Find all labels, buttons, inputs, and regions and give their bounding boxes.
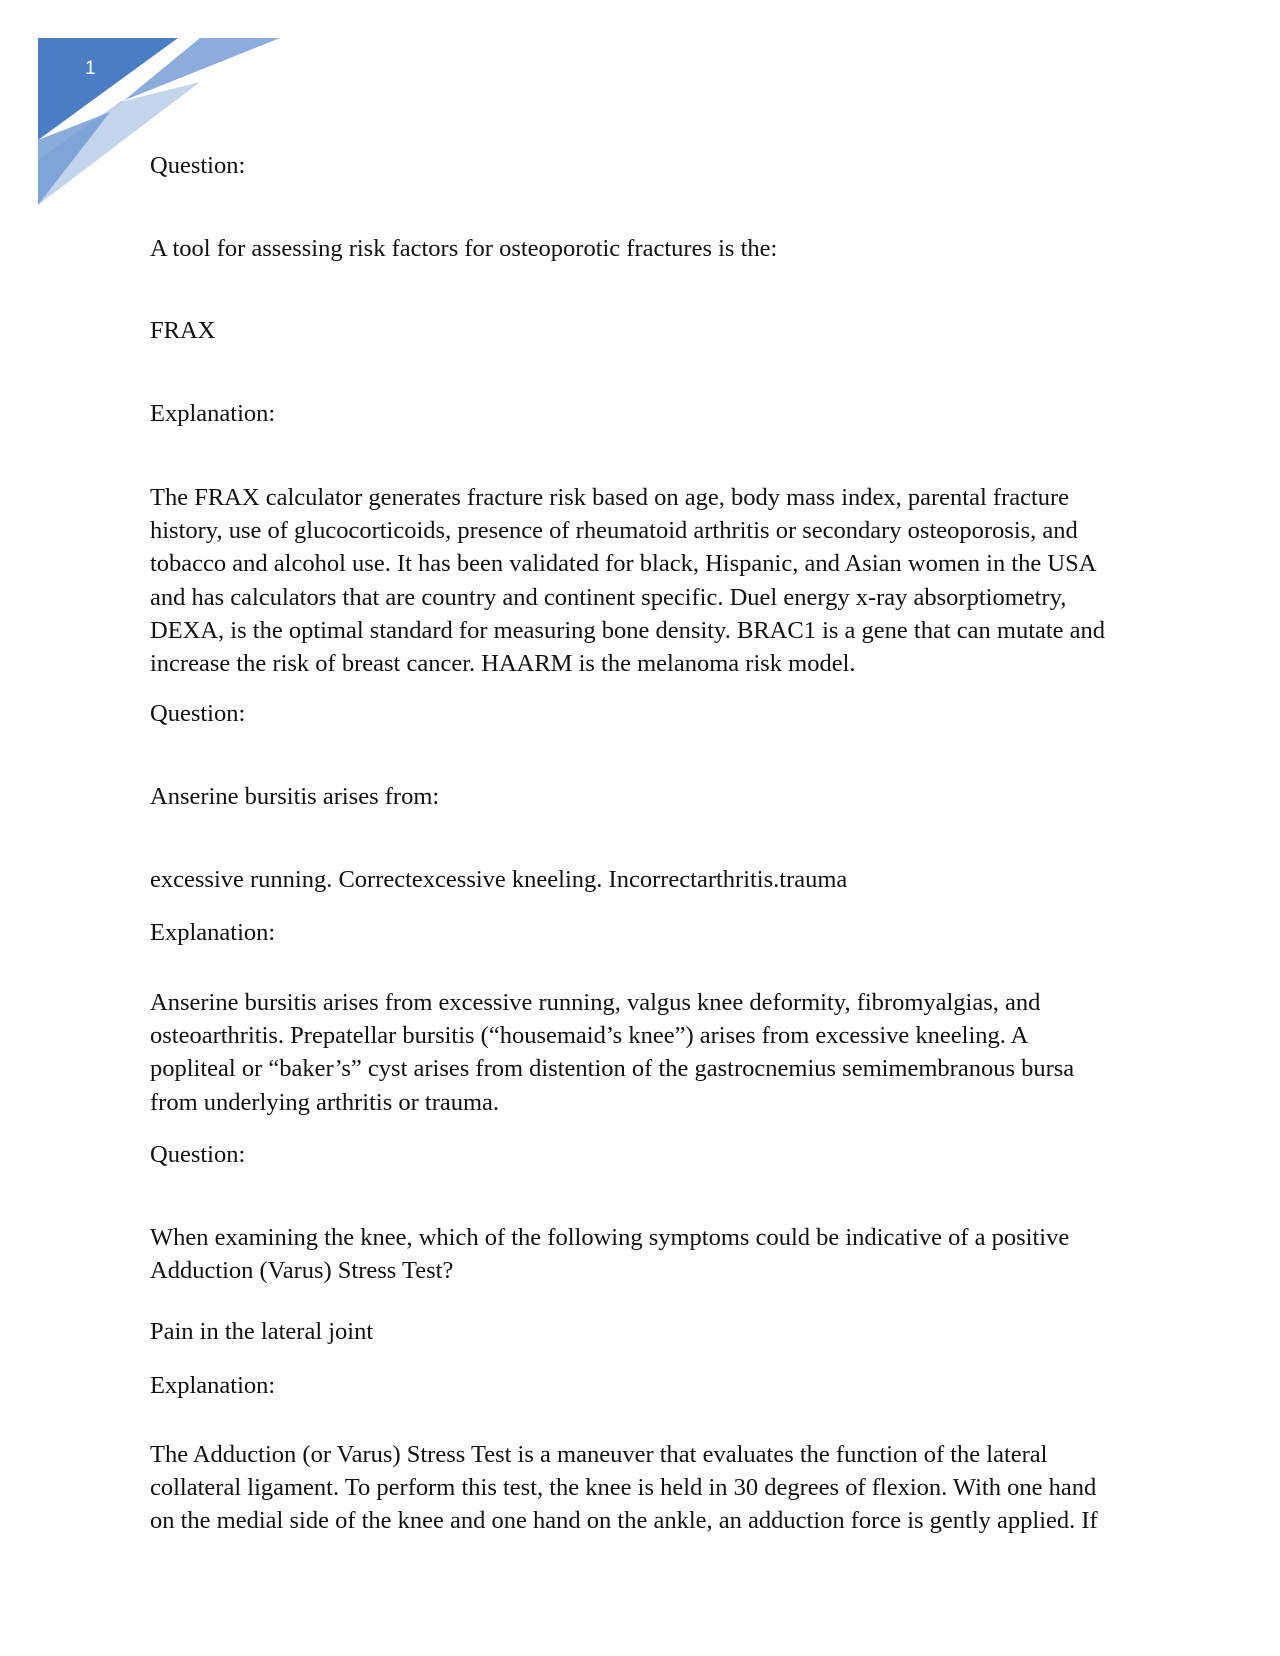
- answer-text: FRAX: [150, 317, 216, 344]
- explanation-label: Explanation:: [150, 400, 276, 427]
- explanation-paragraph: [150, 481, 1130, 680]
- explanation-line: Anserine bursitis arises from excessive running, valgus knee deformity, fibromyalgias, and: [150, 989, 1041, 1016]
- explanation-line: The FRAX calculator generates fracture risk based on age, body mass index, parental fracture: [150, 484, 1070, 511]
- header-corner-decoration: [0, 0, 290, 210]
- explanation-line: osteoarthritis. Prepatellar bursitis (“housemaid’s knee”) arises from excessive kneeling. A: [150, 1022, 1029, 1050]
- explanation-line: on the medial side of the knee and one hand on the ankle, an adduction force is gently applied. If: [150, 1507, 1098, 1535]
- explanation-label: Explanation:: [150, 919, 276, 946]
- explanation-label: Explanation:: [150, 1372, 276, 1399]
- question-text: A tool for assessing risk factors for osteoporotic fractures is the:: [150, 235, 778, 262]
- explanation-paragraph: [150, 1438, 1130, 1538]
- explanation-line: DEXA, is the optimal standard for measuring bone density. BRAC1 is a gene that can mutate and: [150, 616, 1106, 644]
- question-paragraph: [150, 1221, 1130, 1287]
- question-label: Question:: [150, 1141, 246, 1168]
- explanation-paragraph: [150, 986, 1130, 1119]
- question-label: Question:: [150, 700, 246, 727]
- answer-text: Pain in the lateral joint: [150, 1318, 374, 1345]
- question-text: Anserine bursitis arises from:: [150, 783, 440, 810]
- explanation-line: tobacco and alcohol use. It has been validated for black, Hispanic, and Asian women in the USA: [150, 550, 1097, 578]
- explanation-line: and has calculators that are country and continent specific. Duel energy x-ray absorptiometry,: [150, 583, 1067, 611]
- explanation-line: The Adduction (or Varus) Stress Test is a maneuver that evaluates the function of the lateral: [150, 1441, 1048, 1468]
- question-line: Adduction (Varus) Stress Test?: [150, 1257, 454, 1285]
- question-line: When examining the knee, which of the following symptoms could be indicative of a positive: [150, 1224, 1070, 1251]
- answer-text: excessive running. Correctexcessive kneeling. Incorrectarthritis.trauma: [150, 866, 848, 893]
- explanation-line: from underlying arthritis or trauma.: [150, 1088, 500, 1116]
- page-number: 1: [85, 58, 96, 79]
- question-label: Question:: [150, 152, 246, 179]
- explanation-line: popliteal or “baker’s” cyst arises from distention of the gastrocnemius semimembranous bursa: [150, 1055, 1075, 1083]
- explanation-line: increase the risk of breast cancer. HAARM is the melanoma risk model.: [150, 650, 856, 678]
- explanation-line: collateral ligament. To perform this test, the knee is held in 30 degrees of flexion. With one hand: [150, 1474, 1097, 1502]
- explanation-line: history, use of glucocorticoids, presence of rheumatoid arthritis or secondary osteoporosis, and: [150, 517, 1078, 545]
